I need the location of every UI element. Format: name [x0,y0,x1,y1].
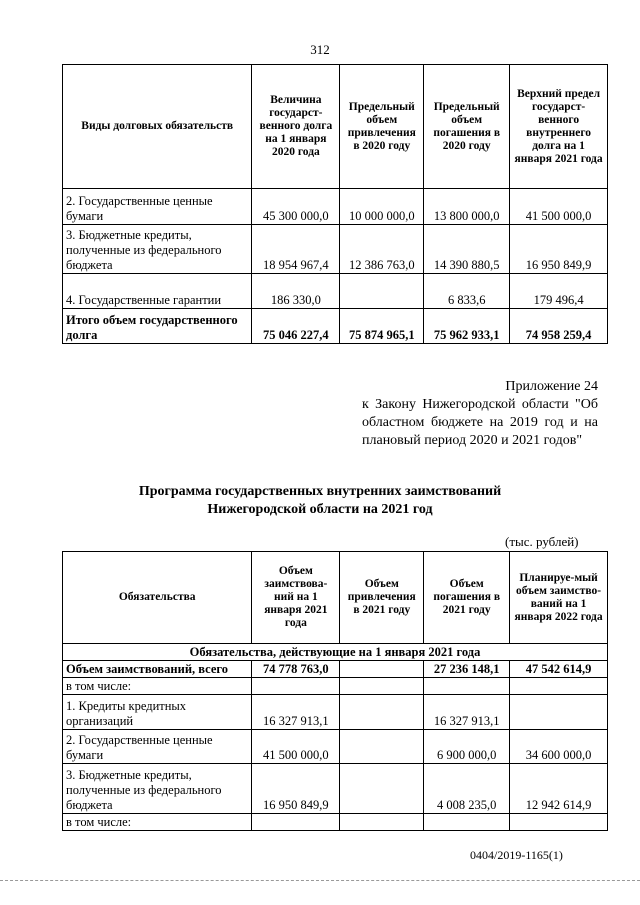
cell [340,695,424,730]
cell: 75 046 227,4 [252,309,340,344]
borrowing-table [62,551,608,831]
cell: 27 236 148,1 [424,661,510,678]
cell [510,678,608,695]
cell: 16 327 913,1 [252,695,340,730]
cell: 179 496,4 [510,274,608,309]
header-obligations: Обязательства [63,552,252,644]
table-row [63,661,608,678]
cell: 6 900 000,0 [424,730,510,764]
row-label: 4. Государственные гарантии [63,274,252,309]
appendix-note [362,378,598,450]
cell: 12 942 614,9 [510,764,608,814]
cell: 18 954 967,4 [252,225,340,274]
cell [424,678,510,695]
header-volume-2021: Объем заимствова-ний на 1 января 2021 года [252,552,340,644]
document-code: 0404/2019-1165(1) [470,848,563,862]
table-row [63,814,608,831]
row-label: в том числе: [63,678,252,695]
table-row [63,309,608,344]
cell: 4 008 235,0 [424,764,510,814]
cell: 16 327 913,1 [424,695,510,730]
cell [510,695,608,730]
table-row [63,764,608,814]
header-repay-2020: Предельный объем погашения в 2020 году [424,65,510,189]
table-row [63,225,608,274]
section-row [63,644,608,661]
title-line-1: Программа государственных внутренних заимствований [138,484,502,499]
cell: 41 500 000,0 [252,730,340,764]
cell [340,730,424,764]
cell [252,814,340,831]
units-label: (тыс. рублей) [505,534,579,549]
cell: 74 958 259,4 [510,309,608,344]
row-label: 2. Государственные ценные бумаги [63,189,252,225]
row-label: 3. Бюджетные кредиты, полученные из федерального бюджета [63,225,252,274]
cell: 14 390 880,5 [424,225,510,274]
title-line-2: Нижегородской области на 2021 год [207,502,433,517]
cell [340,661,424,678]
table-row [63,678,608,695]
header-repay-2021: Объем погашения в 2021 году [424,552,510,644]
cell: 16 950 849,9 [510,225,608,274]
header-borrow-2021: Объем привлечения в 2021 году [340,552,424,644]
cell: 45 300 000,0 [252,189,340,225]
debt-table [62,64,608,344]
row-label: в том числе: [63,814,252,831]
appendix-law-reference: к Закону Нижегородской области "Об областном бюджете на 2019 год и на плановый период 2020 и 2021 годов" [362,397,598,448]
header-debt-2020: Величина государст-венного долга на 1 января 2020 года [252,65,340,189]
row-label: Итого объем государственного долга [63,309,252,344]
cell [340,764,424,814]
cell: 10 000 000,0 [340,189,424,225]
cell: 16 950 849,9 [252,764,340,814]
cell: 34 600 000,0 [510,730,608,764]
header-limit-2021: Верхний предел государст-венного внутреннего долга на 1 января 2021 года [510,65,608,189]
cell: 74 778 763,0 [252,661,340,678]
row-label: 1. Кредиты кредитных организаций [63,695,252,730]
row-label: Объем заимствований, всего [63,661,252,678]
row-label: 2. Государственные ценные бумаги [63,730,252,764]
table-row [63,695,608,730]
cell [340,678,424,695]
page-title [0,483,640,519]
header-borrow-2020: Предельный объем привлечения в 2020 году [340,65,424,189]
cell: 75 874 965,1 [340,309,424,344]
cell [340,274,424,309]
cell [252,678,340,695]
cell: 6 833,6 [424,274,510,309]
table-row [63,274,608,309]
cell [340,814,424,831]
header-debt-type: Виды долговых обязательств [63,65,252,189]
cell: 41 500 000,0 [510,189,608,225]
cell: 12 386 763,0 [340,225,424,274]
header-planned-2022: Планируе-мый объем заимство-ваний на 1 января 2022 года [510,552,608,644]
section-heading: Обязательства, действующие на 1 января 2021 года [63,644,608,661]
cell: 75 962 933,1 [424,309,510,344]
cell [424,814,510,831]
table-row [63,189,608,225]
cell: 47 542 614,9 [510,661,608,678]
row-label: 3. Бюджетные кредиты, полученные из федерального бюджета [63,764,252,814]
cell: 186 330,0 [252,274,340,309]
cell: 13 800 000,0 [424,189,510,225]
appendix-number: Приложение 24 [505,379,598,394]
cell [510,814,608,831]
page-number: 312 [310,42,330,57]
page-bottom-rule [0,880,640,881]
table-row [63,730,608,764]
